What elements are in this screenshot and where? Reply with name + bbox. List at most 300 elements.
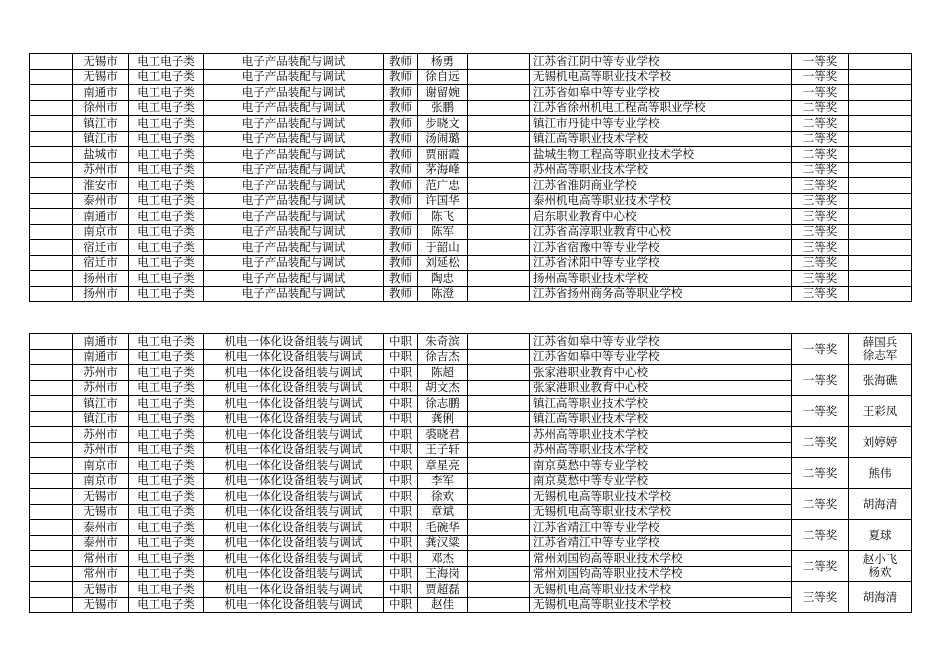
city-cell: 盐城市 — [73, 147, 129, 163]
school-cell: 无锡机电高等职业技术学校 — [530, 582, 792, 598]
blank-cell — [468, 427, 530, 443]
table-row — [30, 365, 912, 381]
school-cell: 苏州高等职业技术学校 — [530, 427, 792, 443]
group-cell: 教师 — [384, 224, 418, 240]
award-cell: 二等奖 — [792, 162, 849, 178]
school-cell: 江苏省如皋中等专业学校 — [530, 334, 792, 350]
blank-cell — [30, 271, 73, 287]
school-cell: 盐城生物工程高等职业技术学校 — [530, 147, 792, 163]
blank-cell — [30, 582, 73, 598]
blank-cell — [30, 520, 73, 536]
school-cell: 江苏省扬州商务高等职业学校 — [530, 286, 792, 302]
name-cell: 胡文杰 — [418, 380, 468, 396]
name-cell: 陶忠 — [418, 271, 468, 287]
blank-cell — [30, 100, 73, 116]
blank-cell — [468, 193, 530, 209]
name-cell: 朱奇滨 — [418, 334, 468, 350]
category-cell: 电工电子类 — [129, 147, 204, 163]
city-cell: 南京市 — [73, 224, 129, 240]
blank-cell — [468, 551, 530, 567]
blank-cell — [468, 147, 530, 163]
coach-cell: 熊伟 — [849, 458, 912, 489]
blank-cell — [468, 582, 530, 598]
school-cell: 江苏省靖江中等专业学校 — [530, 520, 792, 536]
event-cell: 机电一体化设备组装与调试 — [204, 396, 384, 412]
event-cell: 机电一体化设备组装与调试 — [204, 349, 384, 365]
blank-cell — [30, 597, 73, 613]
table-row — [30, 116, 912, 132]
table-row — [30, 85, 912, 101]
award-cell: 三等奖 — [792, 286, 849, 302]
city-cell: 南通市 — [73, 209, 129, 225]
name-cell: 毛碗华 — [418, 520, 468, 536]
category-cell: 电工电子类 — [129, 520, 204, 536]
table-row — [30, 131, 912, 147]
group-cell: 中职 — [384, 411, 418, 427]
coach-cell — [849, 271, 912, 287]
table-row — [30, 582, 912, 598]
award-cell: 一等奖 — [792, 85, 849, 101]
school-cell: 苏州高等职业技术学校 — [530, 162, 792, 178]
city-cell: 宿迁市 — [73, 255, 129, 271]
city-cell: 无锡市 — [73, 504, 129, 520]
table-row — [30, 411, 912, 427]
group-cell: 中职 — [384, 334, 418, 350]
name-cell: 赵佳 — [418, 597, 468, 613]
group-cell: 教师 — [384, 286, 418, 302]
event-cell: 电子产品装配与调试 — [204, 162, 384, 178]
school-cell: 南京莫愁中等专业学校 — [530, 473, 792, 489]
coach-cell — [849, 69, 912, 85]
blank-cell — [468, 240, 530, 256]
name-cell: 陈超 — [418, 365, 468, 381]
event-cell: 机电一体化设备组装与调试 — [204, 504, 384, 520]
city-cell: 无锡市 — [73, 489, 129, 505]
event-cell: 机电一体化设备组装与调试 — [204, 535, 384, 551]
name-cell: 许国华 — [418, 193, 468, 209]
name-cell: 范广忠 — [418, 178, 468, 194]
blank-cell — [468, 349, 530, 365]
event-cell: 机电一体化设备组装与调试 — [204, 566, 384, 582]
blank-cell — [30, 334, 73, 350]
table-row — [30, 520, 912, 536]
award-cell: 三等奖 — [792, 224, 849, 240]
blank-cell — [30, 473, 73, 489]
blank-cell — [468, 442, 530, 458]
group-cell: 中职 — [384, 458, 418, 474]
blank-cell — [30, 54, 73, 70]
coach-cell: 王彩凤 — [849, 396, 912, 427]
school-cell: 无锡机电高等职业技术学校 — [530, 69, 792, 85]
table-row — [30, 147, 912, 163]
name-cell: 步晓文 — [418, 116, 468, 132]
category-cell: 电工电子类 — [129, 224, 204, 240]
coach-cell — [849, 178, 912, 194]
city-cell: 苏州市 — [73, 365, 129, 381]
school-cell: 镇江高等职业技术学校 — [530, 131, 792, 147]
name-cell: 张鹏 — [418, 100, 468, 116]
name-cell: 徐自远 — [418, 69, 468, 85]
category-cell: 电工电子类 — [129, 442, 204, 458]
group-cell: 中职 — [384, 597, 418, 613]
blank-cell — [468, 224, 530, 240]
group-cell: 中职 — [384, 396, 418, 412]
coach-cell — [849, 240, 912, 256]
blank-cell — [30, 427, 73, 443]
city-cell: 南京市 — [73, 458, 129, 474]
coach-cell: 张海礁 — [849, 365, 912, 396]
category-cell: 电工电子类 — [129, 458, 204, 474]
event-cell: 机电一体化设备组装与调试 — [204, 380, 384, 396]
event-cell: 机电一体化设备组装与调试 — [204, 551, 384, 567]
school-cell: 江苏省如皋中等专业学校 — [530, 349, 792, 365]
award-cell: 一等奖 — [792, 54, 849, 70]
event-cell: 电子产品装配与调试 — [204, 85, 384, 101]
blank-cell — [468, 535, 530, 551]
category-cell: 电工电子类 — [129, 54, 204, 70]
school-cell: 泰州机电高等职业技术学校 — [530, 193, 792, 209]
table-row — [30, 224, 912, 240]
school-cell: 苏州高等职业技术学校 — [530, 442, 792, 458]
blank-cell — [30, 193, 73, 209]
event-cell: 电子产品装配与调试 — [204, 193, 384, 209]
group-cell: 中职 — [384, 473, 418, 489]
city-cell: 扬州市 — [73, 271, 129, 287]
award-cell: 二等奖 — [792, 458, 849, 489]
name-cell: 李军 — [418, 473, 468, 489]
event-cell: 机电一体化设备组装与调试 — [204, 597, 384, 613]
city-cell: 泰州市 — [73, 193, 129, 209]
school-cell: 镇江市丹徒中等专业学校 — [530, 116, 792, 132]
school-cell: 南京莫愁中等专业学校 — [530, 458, 792, 474]
group-cell: 教师 — [384, 116, 418, 132]
blank-cell — [30, 411, 73, 427]
school-cell: 江苏省江阴中等专业学校 — [530, 54, 792, 70]
school-cell: 江苏省如皋中等专业学校 — [530, 85, 792, 101]
blank-cell — [468, 520, 530, 536]
blank-cell — [468, 286, 530, 302]
name-cell: 陈飞 — [418, 209, 468, 225]
coach-cell: 赵小飞 杨欢 — [849, 551, 912, 582]
category-cell: 电工电子类 — [129, 69, 204, 85]
category-cell: 电工电子类 — [129, 85, 204, 101]
blank-cell — [30, 349, 73, 365]
award-cell: 二等奖 — [792, 520, 849, 551]
blank-cell — [30, 131, 73, 147]
blank-cell — [468, 209, 530, 225]
table-row — [30, 489, 912, 505]
name-cell: 徐吉杰 — [418, 349, 468, 365]
school-cell: 启东职业教育中心校 — [530, 209, 792, 225]
school-cell: 无锡机电高等职业技术学校 — [530, 597, 792, 613]
blank-cell — [468, 54, 530, 70]
name-cell: 裘晓君 — [418, 427, 468, 443]
category-cell: 电工电子类 — [129, 489, 204, 505]
group-cell: 中职 — [384, 504, 418, 520]
event-cell: 电子产品装配与调试 — [204, 224, 384, 240]
event-cell: 电子产品装配与调试 — [204, 147, 384, 163]
city-cell: 泰州市 — [73, 520, 129, 536]
award-cell: 一等奖 — [792, 334, 849, 365]
school-cell: 扬州高等职业技术学校 — [530, 271, 792, 287]
table-row — [30, 178, 912, 194]
group-cell: 中职 — [384, 489, 418, 505]
name-cell: 贾超磊 — [418, 582, 468, 598]
table-row — [30, 427, 912, 443]
results-table-mechatronics — [29, 333, 912, 613]
table-row — [30, 551, 912, 567]
table-row — [30, 209, 912, 225]
event-cell: 电子产品装配与调试 — [204, 240, 384, 256]
award-cell: 二等奖 — [792, 489, 849, 520]
award-cell: 一等奖 — [792, 365, 849, 396]
category-cell: 电工电子类 — [129, 131, 204, 147]
category-cell: 电工电子类 — [129, 396, 204, 412]
school-cell: 无锡机电高等职业技术学校 — [530, 504, 792, 520]
table-row — [30, 69, 912, 85]
city-cell: 徐州市 — [73, 100, 129, 116]
table-row — [30, 334, 912, 350]
name-cell: 王子轩 — [418, 442, 468, 458]
event-cell: 电子产品装配与调试 — [204, 178, 384, 194]
name-cell: 章斌 — [418, 504, 468, 520]
blank-cell — [468, 566, 530, 582]
coach-cell — [849, 286, 912, 302]
event-cell: 电子产品装配与调试 — [204, 209, 384, 225]
group-cell: 教师 — [384, 178, 418, 194]
category-cell: 电工电子类 — [129, 178, 204, 194]
table-row — [30, 240, 912, 256]
award-cell: 二等奖 — [792, 116, 849, 132]
blank-cell — [468, 255, 530, 271]
group-cell: 教师 — [384, 100, 418, 116]
award-cell: 二等奖 — [792, 427, 849, 458]
name-cell: 汤闹璐 — [418, 131, 468, 147]
event-cell: 机电一体化设备组装与调试 — [204, 334, 384, 350]
table-row — [30, 100, 912, 116]
name-cell: 章星亮 — [418, 458, 468, 474]
event-cell: 电子产品装配与调试 — [204, 131, 384, 147]
blank-cell — [30, 85, 73, 101]
group-cell: 教师 — [384, 255, 418, 271]
table-row — [30, 504, 912, 520]
award-cell: 三等奖 — [792, 271, 849, 287]
category-cell: 电工电子类 — [129, 380, 204, 396]
table-row — [30, 473, 912, 489]
name-cell: 茅海峰 — [418, 162, 468, 178]
school-cell: 江苏省沭阳中等专业学校 — [530, 255, 792, 271]
school-cell: 江苏省靖江中等专业学校 — [530, 535, 792, 551]
award-cell: 三等奖 — [792, 582, 849, 613]
table-row — [30, 396, 912, 412]
city-cell: 苏州市 — [73, 442, 129, 458]
group-cell: 中职 — [384, 582, 418, 598]
blank-cell — [30, 442, 73, 458]
table-row — [30, 286, 912, 302]
table-row — [30, 193, 912, 209]
blank-cell — [30, 458, 73, 474]
table-row — [30, 255, 912, 271]
table-row — [30, 349, 912, 365]
category-cell: 电工电子类 — [129, 162, 204, 178]
event-cell: 电子产品装配与调试 — [204, 100, 384, 116]
coach-cell — [849, 193, 912, 209]
blank-cell — [30, 489, 73, 505]
award-cell: 三等奖 — [792, 193, 849, 209]
coach-cell — [849, 100, 912, 116]
name-cell: 邓杰 — [418, 551, 468, 567]
city-cell: 苏州市 — [73, 427, 129, 443]
group-cell: 中职 — [384, 380, 418, 396]
award-cell: 二等奖 — [792, 147, 849, 163]
group-cell: 教师 — [384, 271, 418, 287]
table-row — [30, 597, 912, 613]
event-cell: 机电一体化设备组装与调试 — [204, 473, 384, 489]
city-cell: 常州市 — [73, 551, 129, 567]
award-cell: 二等奖 — [792, 100, 849, 116]
city-cell: 镇江市 — [73, 396, 129, 412]
blank-cell — [30, 396, 73, 412]
blank-cell — [468, 365, 530, 381]
blank-cell — [30, 240, 73, 256]
name-cell: 徐志鹏 — [418, 396, 468, 412]
city-cell: 无锡市 — [73, 69, 129, 85]
table-row — [30, 566, 912, 582]
blank-cell — [30, 162, 73, 178]
school-cell: 无锡机电高等职业技术学校 — [530, 489, 792, 505]
name-cell: 刘延松 — [418, 255, 468, 271]
category-cell: 电工电子类 — [129, 209, 204, 225]
coach-cell: 薛国兵 徐志军 — [849, 334, 912, 365]
blank-cell — [30, 566, 73, 582]
category-cell: 电工电子类 — [129, 473, 204, 489]
blank-cell — [30, 255, 73, 271]
category-cell: 电工电子类 — [129, 566, 204, 582]
city-cell: 南通市 — [73, 85, 129, 101]
name-cell: 王海岗 — [418, 566, 468, 582]
coach-cell: 胡海清 — [849, 582, 912, 613]
coach-cell — [849, 224, 912, 240]
award-cell: 一等奖 — [792, 396, 849, 427]
event-cell: 机电一体化设备组装与调试 — [204, 582, 384, 598]
group-cell: 中职 — [384, 442, 418, 458]
city-cell: 镇江市 — [73, 411, 129, 427]
name-cell: 贾丽霞 — [418, 147, 468, 163]
school-cell: 江苏省高淳职业教育中心校 — [530, 224, 792, 240]
city-cell: 扬州市 — [73, 286, 129, 302]
city-cell: 苏州市 — [73, 380, 129, 396]
group-cell: 中职 — [384, 427, 418, 443]
category-cell: 电工电子类 — [129, 411, 204, 427]
group-cell: 教师 — [384, 85, 418, 101]
group-cell: 教师 — [384, 69, 418, 85]
blank-cell — [30, 380, 73, 396]
coach-cell — [849, 85, 912, 101]
blank-cell — [30, 147, 73, 163]
category-cell: 电工电子类 — [129, 100, 204, 116]
category-cell: 电工电子类 — [129, 116, 204, 132]
school-cell: 江苏省淮阴商业学校 — [530, 178, 792, 194]
table-row — [30, 271, 912, 287]
blank-cell — [30, 224, 73, 240]
event-cell: 机电一体化设备组装与调试 — [204, 411, 384, 427]
group-cell: 中职 — [384, 535, 418, 551]
blank-cell — [468, 396, 530, 412]
coach-cell — [849, 162, 912, 178]
school-cell: 张家港职业教育中心校 — [530, 380, 792, 396]
blank-cell — [30, 116, 73, 132]
group-cell: 中职 — [384, 551, 418, 567]
group-cell: 教师 — [384, 131, 418, 147]
name-cell: 龚汉粱 — [418, 535, 468, 551]
name-cell: 杨勇 — [418, 54, 468, 70]
city-cell: 无锡市 — [73, 54, 129, 70]
coach-cell — [849, 131, 912, 147]
event-cell: 机电一体化设备组装与调试 — [204, 427, 384, 443]
group-cell: 中职 — [384, 566, 418, 582]
group-cell: 教师 — [384, 147, 418, 163]
city-cell: 南通市 — [73, 349, 129, 365]
coach-cell — [849, 255, 912, 271]
event-cell: 电子产品装配与调试 — [204, 271, 384, 287]
coach-cell: 刘婷婷 — [849, 427, 912, 458]
blank-cell — [468, 162, 530, 178]
table-row — [30, 458, 912, 474]
blank-cell — [468, 489, 530, 505]
name-cell: 谢留婉 — [418, 85, 468, 101]
blank-cell — [30, 178, 73, 194]
blank-cell — [30, 209, 73, 225]
group-cell: 教师 — [384, 54, 418, 70]
event-cell: 机电一体化设备组装与调试 — [204, 365, 384, 381]
blank-cell — [468, 597, 530, 613]
event-cell: 电子产品装配与调试 — [204, 286, 384, 302]
school-cell: 张家港职业教育中心校 — [530, 365, 792, 381]
category-cell: 电工电子类 — [129, 286, 204, 302]
category-cell: 电工电子类 — [129, 193, 204, 209]
coach-cell — [849, 209, 912, 225]
table-row — [30, 442, 912, 458]
event-cell: 电子产品装配与调试 — [204, 116, 384, 132]
table-row — [30, 380, 912, 396]
award-cell: 三等奖 — [792, 255, 849, 271]
category-cell: 电工电子类 — [129, 349, 204, 365]
blank-cell — [468, 504, 530, 520]
category-cell: 电工电子类 — [129, 365, 204, 381]
category-cell: 电工电子类 — [129, 240, 204, 256]
group-cell: 教师 — [384, 209, 418, 225]
name-cell: 陈军 — [418, 224, 468, 240]
table-row — [30, 54, 912, 70]
results-table-electronics — [29, 53, 912, 302]
blank-cell — [468, 411, 530, 427]
event-cell: 电子产品装配与调试 — [204, 255, 384, 271]
blank-cell — [30, 286, 73, 302]
event-cell: 机电一体化设备组装与调试 — [204, 458, 384, 474]
group-cell: 中职 — [384, 365, 418, 381]
category-cell: 电工电子类 — [129, 597, 204, 613]
group-cell: 教师 — [384, 162, 418, 178]
category-cell: 电工电子类 — [129, 582, 204, 598]
category-cell: 电工电子类 — [129, 255, 204, 271]
city-cell: 无锡市 — [73, 582, 129, 598]
city-cell: 淮安市 — [73, 178, 129, 194]
award-cell: 二等奖 — [792, 131, 849, 147]
school-cell: 常州刘国钧高等职业技术学校 — [530, 566, 792, 582]
group-cell: 教师 — [384, 240, 418, 256]
blank-cell — [468, 100, 530, 116]
group-cell: 中职 — [384, 349, 418, 365]
